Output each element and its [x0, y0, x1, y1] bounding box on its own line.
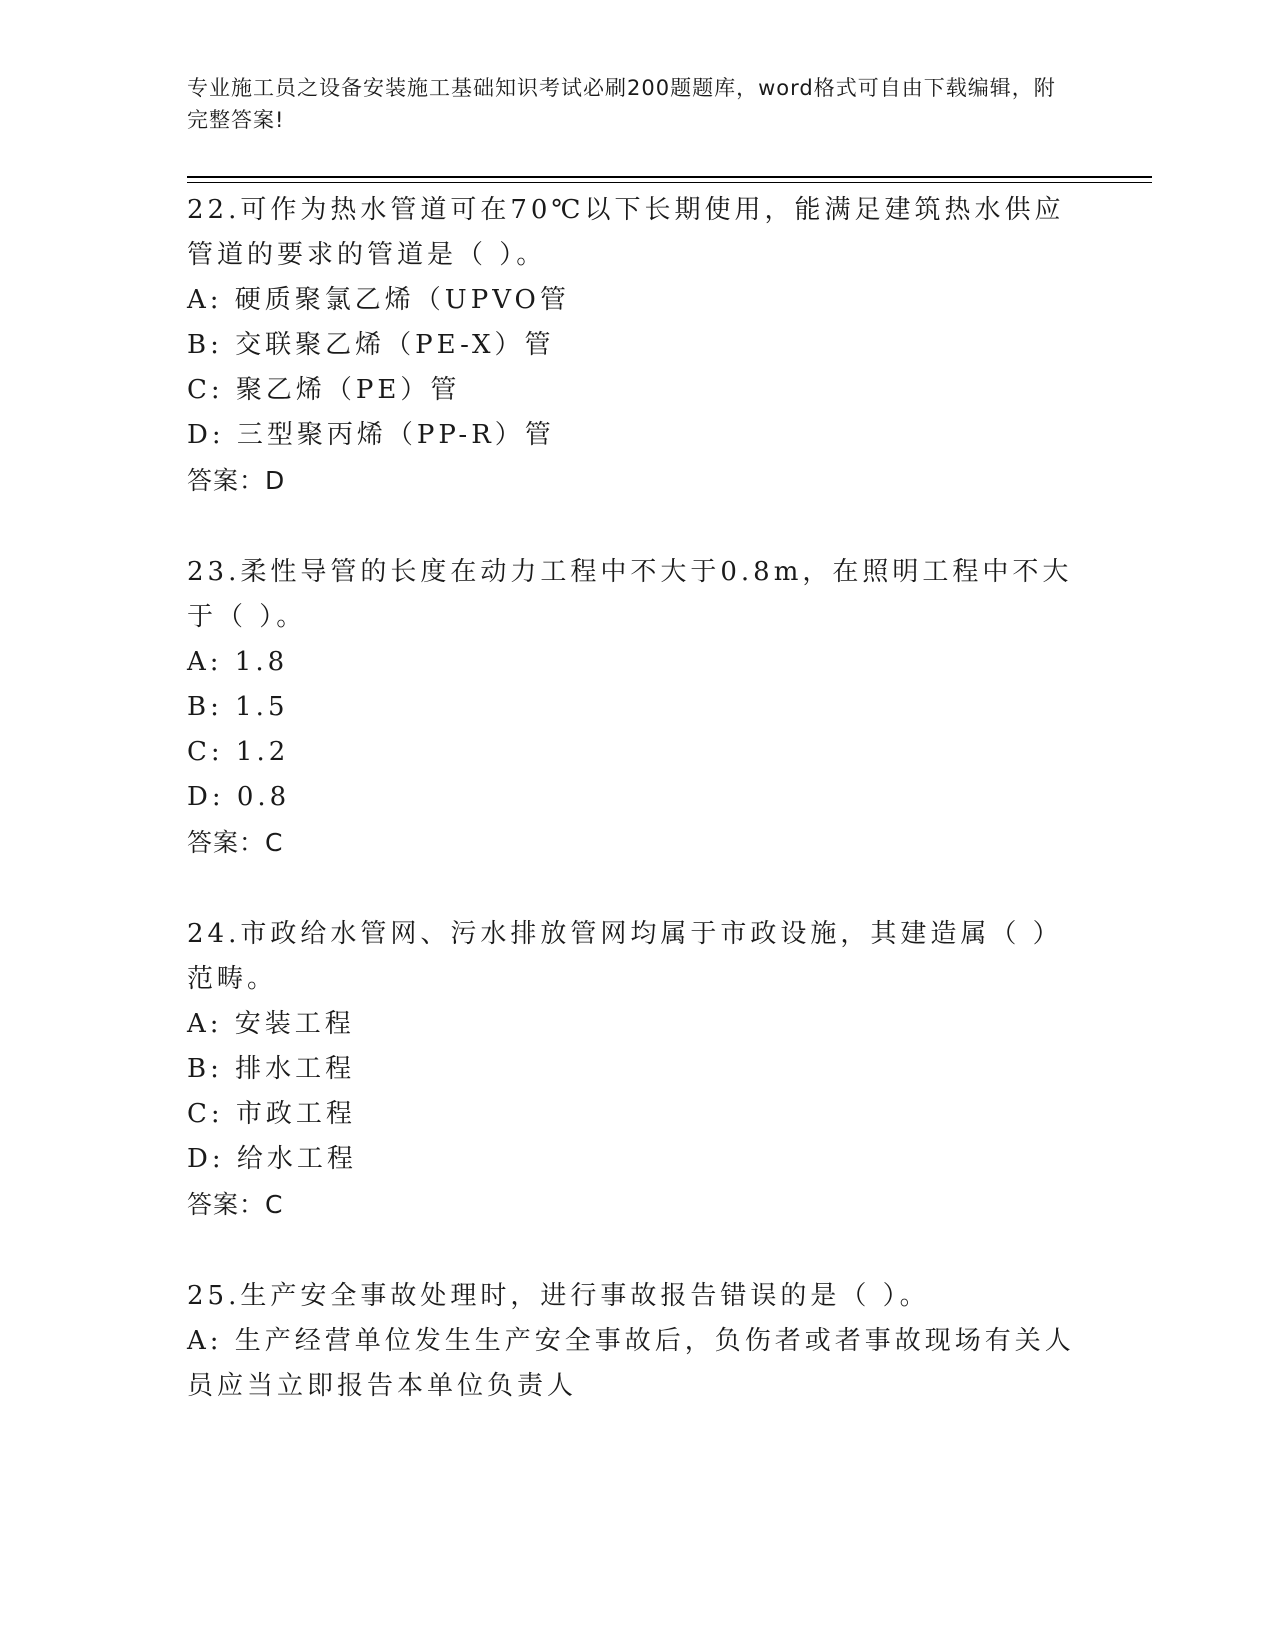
- option-c: C: 市政工程: [187, 1099, 356, 1129]
- question-23: [187, 550, 1087, 865]
- option-a: A: 生产经营单位发生生产安全事故后，负伤者或者事故现场有关人员应当立即报告本单位负责人: [187, 1326, 1075, 1401]
- header-divider-thick: [187, 176, 1152, 178]
- header-divider-thin: [187, 182, 1152, 183]
- option-d: D: 给水工程: [187, 1144, 357, 1174]
- question-text: 24.市政给水管网、污水排放管网均属于市政设施，其建造属（ ）范畴。: [187, 919, 1063, 994]
- option-a: A: 安装工程: [187, 1009, 355, 1039]
- option-b: B: 1.5: [187, 692, 289, 722]
- question-24: [187, 912, 1087, 1227]
- answer: 答案：C: [187, 828, 284, 857]
- option-d: D: 三型聚丙烯（PP-R）管: [187, 420, 555, 450]
- question-25: [187, 1274, 1087, 1409]
- question-text: 25.生产安全事故处理时，进行事故报告错误的是（ ）。: [187, 1281, 930, 1311]
- option-d: D: 0.8: [187, 782, 291, 812]
- option-b: B: 交联聚乙烯（PE-X）管: [187, 330, 555, 360]
- option-c: C: 聚乙烯（PE）管: [187, 375, 461, 405]
- question-text: 23.柔性导管的长度在动力工程中不大于0.8m，在照明工程中不大于（ ）。: [187, 557, 1073, 632]
- answer: 答案：D: [187, 466, 286, 495]
- answer: 答案：C: [187, 1190, 284, 1219]
- option-c: C: 1.2: [187, 737, 290, 767]
- question-list: [187, 188, 1087, 1456]
- question-22: [187, 188, 1087, 503]
- option-a: A: 硬质聚氯乙烯（UPVO管: [187, 285, 570, 315]
- option-b: B: 排水工程: [187, 1054, 356, 1084]
- option-a: A: 1.8: [187, 647, 289, 677]
- question-text: 22.可作为热水管道可在70℃以下长期使用，能满足建筑热水供应管道的要求的管道是（ ）。: [187, 195, 1065, 270]
- document-header: 专业施工员之设备安装施工基础知识考试必刷200题题库，word格式可自由下载编辑，附完整答案!: [187, 76, 1056, 132]
